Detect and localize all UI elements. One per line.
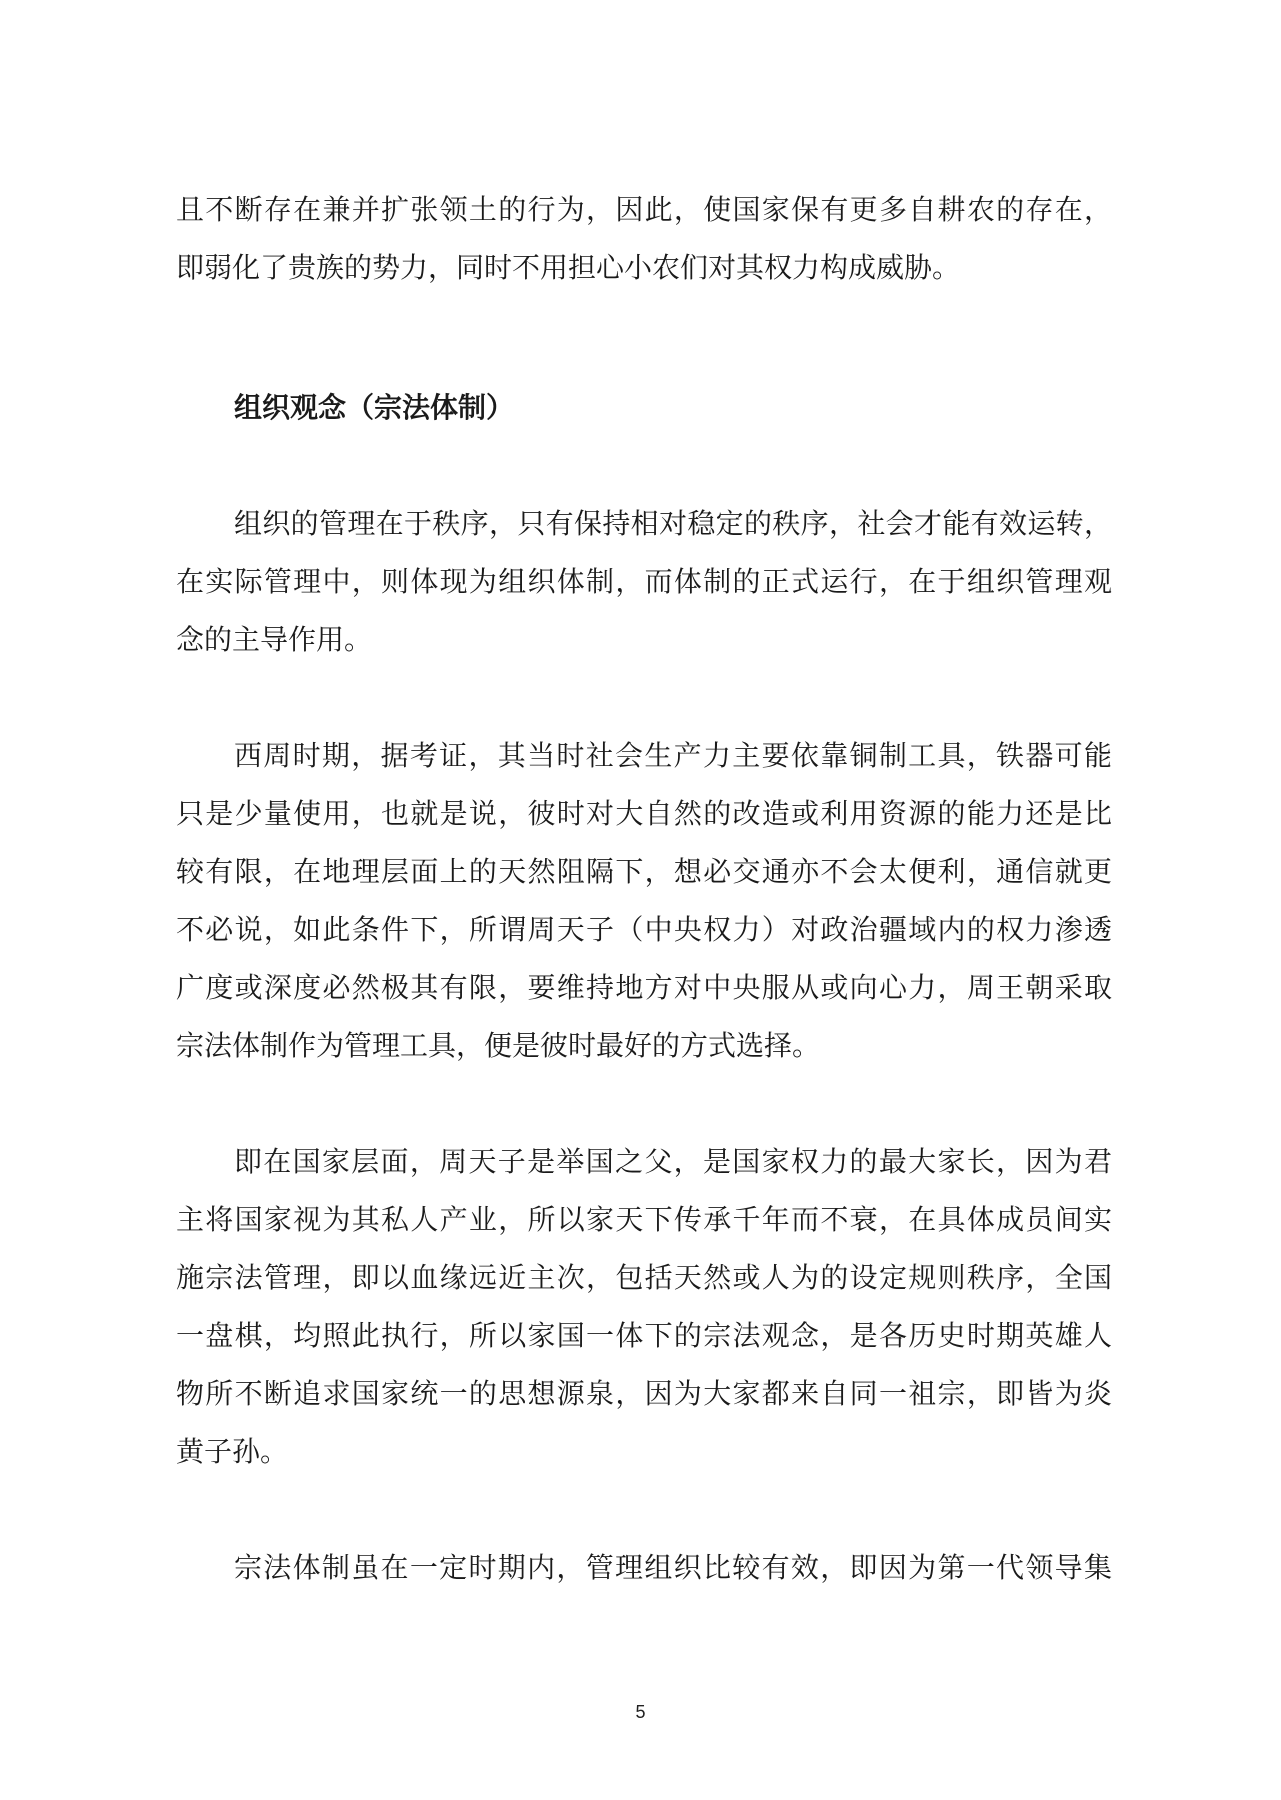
paragraph-line: 一盘棋，均照此执行，所以家国一体下的宗法观念，是各历史时期英雄人 <box>176 1319 1112 1352</box>
paragraph-line: 念的主导作用。 <box>176 623 373 656</box>
page-number: 5 <box>635 1702 646 1722</box>
paragraph-line: 即在国家层面，周天子是举国之父，是国家权力的最大家长，因为君 <box>234 1145 1112 1178</box>
paragraph-line: 即弱化了贵族的势力，同时不用担心小农们对其权力构成威胁。 <box>176 251 961 284</box>
paragraph-line: 物所不断追求国家统一的思想源泉，因为大家都来自同一祖宗，即皆为炎 <box>176 1377 1112 1410</box>
paragraph-line: 宗法体制虽在一定时期内，管理组织比较有效，即因为第一代领导集 <box>234 1551 1112 1584</box>
paragraph-line: 在实际管理中，则体现为组织体制，而体制的正式运行，在于组织管理观 <box>176 565 1112 598</box>
paragraph-line: 广度或深度必然极其有限，要维持地方对中央服从或向心力，周王朝采取 <box>176 971 1112 1004</box>
paragraph-line: 施宗法管理，即以血缘远近主次，包括天然或人为的设定规则秩序，全国 <box>176 1261 1112 1294</box>
paragraph-line: 宗法体制作为管理工具，便是彼时最好的方式选择。 <box>176 1029 821 1062</box>
paragraph-line: 较有限，在地理层面上的天然阻隔下，想必交通亦不会太便利，通信就更 <box>176 855 1112 888</box>
section-heading: 组织观念（宗法体制） <box>234 391 515 424</box>
paragraph-line: 不必说，如此条件下，所谓周天子（中央权力）对政治疆域内的权力渗透 <box>176 913 1112 946</box>
paragraph-line: 黄子孙。 <box>176 1435 289 1468</box>
paragraph-line: 只是少量使用，也就是说，彼时对大自然的改造或利用资源的能力还是比 <box>176 797 1112 830</box>
paragraph-line: 组织的管理在于秩序，只有保持相对稳定的秩序，社会才能有效运转， <box>234 507 1112 540</box>
paragraph-line: 西周时期，据考证，其当时社会生产力主要依靠铜制工具，铁器可能 <box>234 739 1112 772</box>
paragraph-line: 主将国家视为其私人产业，所以家天下传承千年而不衰，在具体成员间实 <box>176 1203 1112 1236</box>
paragraph-line: 且不断存在兼并扩张领土的行为，因此，使国家保有更多自耕农的存在， <box>176 193 1112 226</box>
